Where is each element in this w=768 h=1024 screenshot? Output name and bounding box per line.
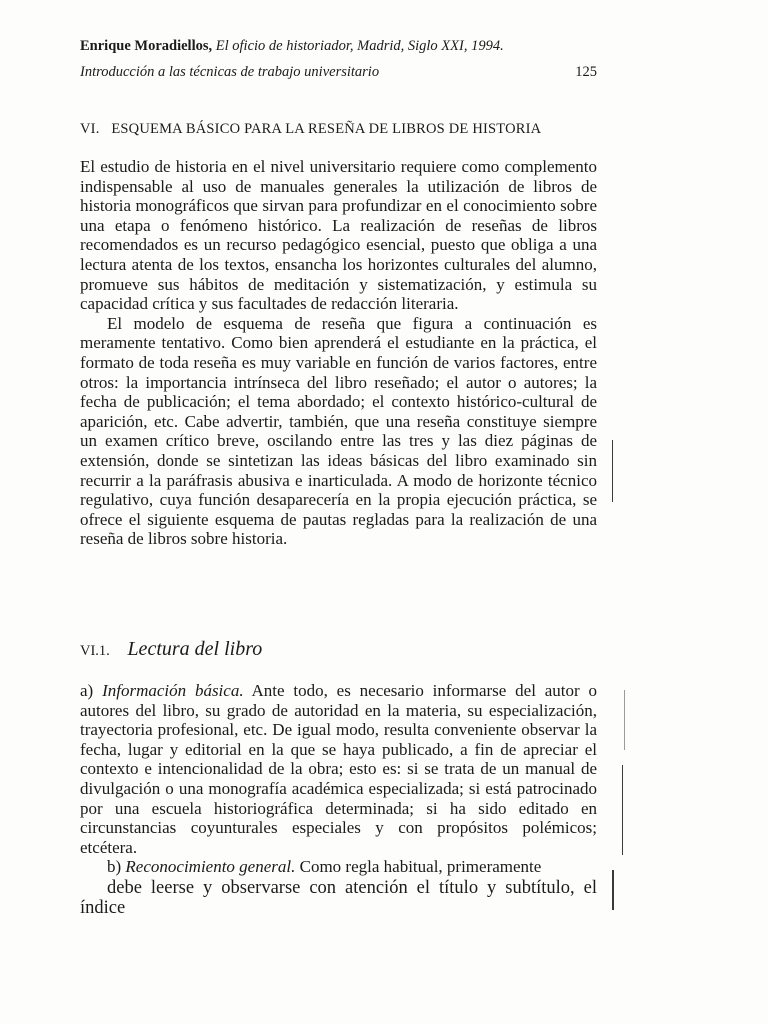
- item-b-marker: b): [107, 857, 122, 877]
- section-heading: [80, 121, 541, 138]
- item-a-text: Ante todo, es necesario informarse del autor o autores del libro, su grado de autoridad en la materia, su especialización, trayectoria profesional, etc. De igual modo, resulta conveniente observar la fecha, lugar y editorial en la que se haya publicado, a fin de apreciar el contexto e intencionalidad de la obra; esto es: si se trata de un manual de divulgación o una monografía académica especializada; si está patrocinado por una escuela historiográfica determinada; si ha sido editado en circunstancias coyunturales especiales y con propósitos polémicos; etcétera.: [80, 681, 598, 857]
- item-b: [80, 857, 597, 918]
- subsection-number: VI.1.: [80, 643, 110, 659]
- item-a-label: Información básica.: [102, 681, 244, 700]
- item-a-marker: a): [80, 681, 94, 700]
- body-text: [80, 157, 597, 549]
- item-b-last-line: debe leerse y observarse con atención el título y subtítulo, el índice: [80, 877, 597, 918]
- margin-mark-1: [612, 440, 613, 502]
- page-number: 125: [575, 64, 597, 80]
- subsection-text: [80, 681, 597, 918]
- subsection-heading: [80, 638, 262, 661]
- running-head-title: Introducción a las técnicas de trabajo universitario: [80, 64, 380, 80]
- citation-book: El oficio de historiador, Madrid, Siglo XXI, 1994.: [215, 38, 504, 54]
- citation-author: Enrique Moradiellos,: [80, 38, 213, 54]
- section-number: VI.: [80, 121, 100, 137]
- running-head: [80, 64, 597, 81]
- item-b-text: Como regla habitual, primeramente: [299, 857, 542, 877]
- margin-mark-2: [624, 690, 625, 750]
- item-a: [80, 681, 597, 857]
- item-b-label: Reconocimiento general.: [125, 857, 296, 877]
- paragraph-2: El modelo de esquema de reseña que figura a continuación es meramente tentativo. Como bien aprenderá el estudiante en la práctica, el formato de toda reseña es muy variable en función de varios factores, entre otros: la importancia intrínseca del libro reseñado; el autor o autores; la fecha de publicación; el tema abordado; el contexto histórico-cultural de aparición, etc. Cabe advertir, también, que una reseña constituye siempre un examen crítico breve, oscilando entre las tres y las diez páginas de extensión, donde se sintetizan las ideas básicas del libro examinado sin recurrir a la paráfrasis abusiva e inarticulada. A modo de horizonte técnico regulativo, cuya función desaparecería en la propia ejecución práctica, se ofrece el siguiente esquema de pautas regladas para la realización de una reseña de libros sobre historia.: [80, 313, 597, 549]
- subsection-title: Lectura del libro: [127, 638, 263, 660]
- section-title: ESQUEMA BÁSICO PARA LA RESEÑA DE LIBROS DE HISTORIA: [111, 121, 542, 137]
- citation-header: [80, 38, 504, 55]
- paragraph-1: El estudio de historia en el nivel universitario requiere como complemento indispensable al uso de manuales generales la utilización de libros de historia monográficos que sirvan para profundizar en el conocimiento sobre una etapa o fenómeno histórico. La realización de reseñas de libros recomendados es un recurso pedagógico esencial, puesto que obliga a una lectura atenta de los textos, ensancha los horizontes culturales del alumno, promueve sus hábitos de meditación y sistematización, y estimula su capacidad crítica y sus facultades de redacción literaria.: [80, 157, 597, 314]
- margin-mark-3: [622, 765, 623, 855]
- margin-mark-4: [612, 870, 614, 910]
